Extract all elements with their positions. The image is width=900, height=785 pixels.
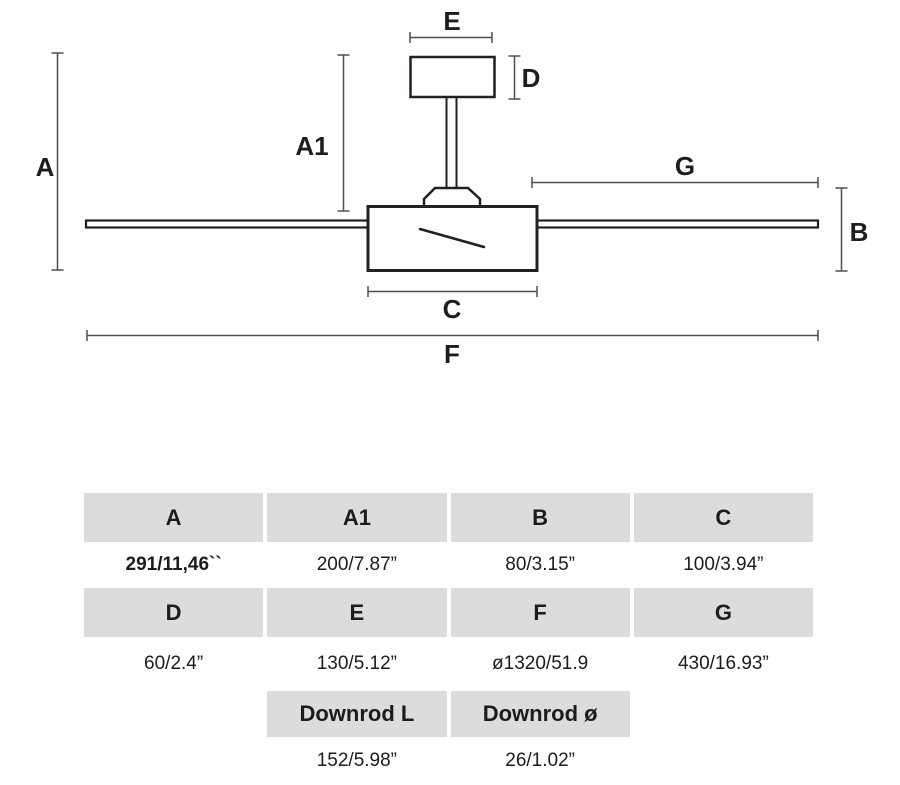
table-value-e: 130/5.12”: [267, 637, 446, 691]
dimension-line-a1: [338, 55, 350, 211]
label-d: D: [521, 63, 541, 93]
table-header-f: F: [451, 588, 630, 637]
dimension-line-d: [509, 56, 521, 99]
label-f: F: [444, 339, 460, 369]
table-value-a: 291/11,46``: [84, 542, 263, 588]
table-header-a1: A1: [267, 493, 446, 542]
label-a1: A1: [295, 131, 329, 161]
blade-left: [86, 221, 368, 228]
label-g: G: [674, 151, 696, 181]
table-header-downrod-dia: Downrod ø: [451, 691, 630, 737]
label-c: C: [442, 294, 462, 324]
label-e: E: [443, 6, 461, 36]
canopy: [411, 57, 495, 97]
table-header-a: A: [84, 493, 263, 542]
table-header-downrod-l: Downrod L: [267, 691, 446, 737]
table-value-d: 60/2.4”: [84, 637, 263, 691]
table-header-g: G: [634, 588, 813, 637]
ceiling-fan-drawing: [86, 57, 818, 271]
label-b: B: [849, 217, 869, 247]
table-header-d: D: [84, 588, 263, 637]
label-a: A: [35, 152, 55, 182]
table-value-c: 100/3.94”: [634, 542, 813, 588]
table-value-a1: 200/7.87”: [267, 542, 446, 588]
table-value-g: 430/16.93”: [634, 637, 813, 691]
table-value-downrod-l: 152/5.98”: [267, 737, 446, 785]
dimension-line-b: [836, 188, 848, 271]
table-value-downrod-dia: 26/1.02”: [451, 737, 630, 785]
dimensions-table: [84, 493, 813, 785]
blade-right: [537, 221, 818, 228]
table-header-c: C: [634, 493, 813, 542]
table-header-b: B: [451, 493, 630, 542]
table-value-f: ø1320/51.9: [451, 637, 630, 691]
table-value-b: 80/3.15”: [451, 542, 630, 588]
table-header-e: E: [267, 588, 446, 637]
